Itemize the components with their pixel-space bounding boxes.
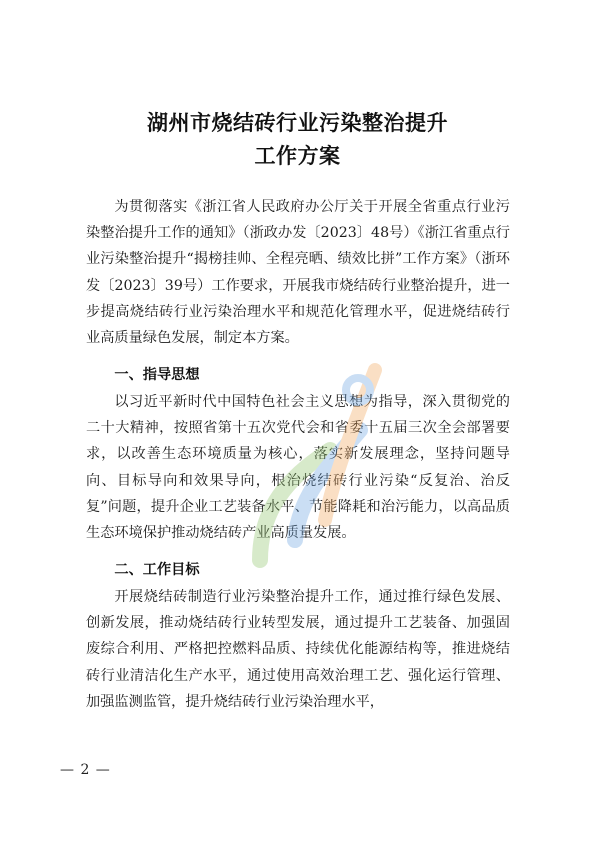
document-title-line-1: 湖州市烧结砖行业污染整治提升 — [147, 110, 448, 135]
section-heading-work-goals: 二、工作目标 — [114, 562, 200, 578]
document-title-line-2: 工作方案 — [254, 143, 341, 168]
work-goals-paragraph: 开展烧结砖制造行业污染整治提升工作，通过推行绿色发展、创新发展，推动烧结砖行业转型发展，通过提升工艺装备、加强固废综合利用、严格把控燃料品质、持续优化能源结构等，推进烧结砖行业清洁化生产水平，通过使用高效治理工艺、强化运行管理、加强监测监管，提升烧结砖行业污染治理水平， — [86, 589, 510, 710]
page-number: — 2 — — [60, 762, 111, 778]
section-heading-guiding-ideology: 一、指导思想 — [114, 367, 200, 383]
intro-paragraph: 为贯彻落实《浙江省人民政府办公厅关于开展全省重点行业污染整治提升工作的通知》（浙政办发〔2023〕48号）《浙江省重点行业污染整治提升“揭榜挂帅、全程亮晒、绩效比拼”工作方案》（浙环发〔2023〕39号）工作要求，开展我市烧结砖行业整治提升，进一步提高烧结砖行业污染治理水平和规范化管理水平，促进烧结砖行业高质量绿色发展，制定本方案。 — [86, 199, 510, 347]
guiding-ideology-paragraph: 以习近平新时代中国特色社会主义思想为指导，深入贯彻党的二十大精神，按照省第十五次党代会和省委十五届三次全会部署要求，以改善生态环境质量为核心，落实新发展理念，坚持问题导向、目标导向和效果导向，根治烧结砖行业污染“反复治、治反复”问题，提升企业工艺装备水平、节能降耗和治污能力，以高品质生态环境保护推动烧结砖产业高质量发展。 — [86, 394, 510, 542]
